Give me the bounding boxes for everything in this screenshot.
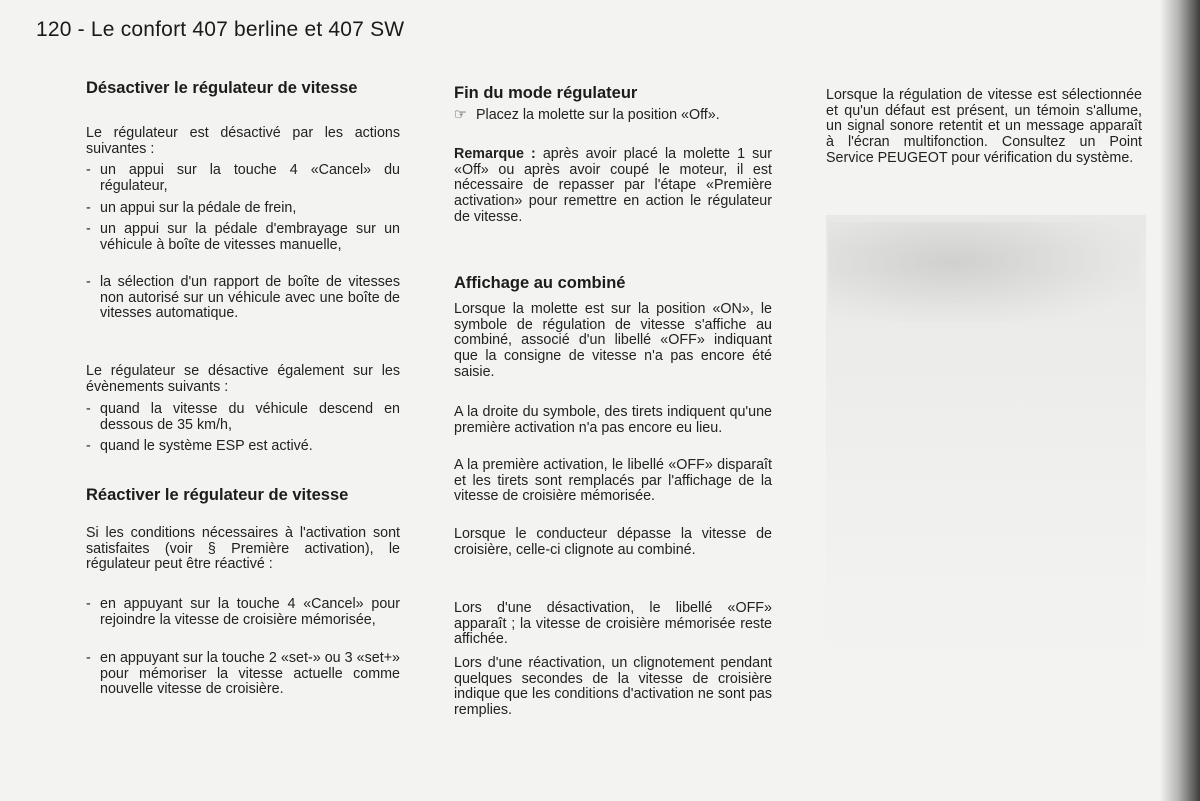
remark-label: Remarque : [454,146,536,162]
list-item: - quand la vitesse du véhicule descend en dessous de 35 km/h, [86,401,400,433]
section-title-reactivate: Réactiver le régulateur de vitesse [86,486,349,504]
display-paragraph-4: Lorsque le conducteur dépasse la vitesse de croisière, celle-ci clignote au combiné. [454,526,772,558]
bleed-through-photo [828,222,1140,322]
list-item: - un appui sur la touche 4 «Cancel» du régulateur, [86,162,400,194]
list-item: - la sélection d'un rapport de boîte de vitesses non autorisé sur un véhicule avec une boîte de vitesses automatique. [86,274,400,322]
deactivate-intro-2: Le régulateur se désactive également sur les évènements suivants : [86,363,400,395]
section-title-display: Affichage au combiné [454,274,626,292]
list-item: - un appui sur la pédale d'embrayage sur un véhicule à boîte de vitesses manuelle, [86,221,400,253]
list-item: - en appuyant sur la touche 4 «Cancel» pour rejoindre la vitesse de croisière mémorisée, [86,596,400,628]
reactivate-intro: Si les conditions nécessaires à l'activation sont satisfaites (voir § Première activation), le régulateur peut être réactivé : [86,525,400,573]
display-paragraph-6: Lors d'une réactivation, un clignotement pendant quelques secondes de la vitesse de croisière indique que les conditions d'activation ne sont pas remplies. [454,655,772,719]
page-header: 120 - Le confort 407 berline et 407 SW [36,18,405,41]
display-paragraph-5: Lors d'une désactivation, le libellé «OFF» apparaît ; la vitesse de croisière mémorisée reste affichée. [454,600,772,648]
display-paragraph-1: Lorsque la molette est sur la position «ON», le symbole de régulation de vitesse s'affiche au combiné, associé d'un libellé «OFF» indiquant que la consigne de vitesse n'a pas encore été saisie. [454,301,772,380]
page-edge-shadow [1160,0,1200,801]
pointing-hand-icon: ☞ [454,107,467,123]
display-paragraph-2: A la droite du symbole, des tirets indiquent qu'une première activation n'a pas encore eu lieu. [454,404,772,436]
list-item: - quand le système ESP est activé. [86,438,313,454]
list-item: - un appui sur la pédale de frein, [86,200,297,216]
fault-paragraph: Lorsque la régulation de vitesse est sélectionnée et qu'un défaut est présent, un témoin s'allume, un signal sonore retentit et un message apparaît à l'écran multifonction. Consultez un Point Service PEUGEOT pour vérification du système. [826,87,1142,166]
remark-paragraph: Remarque : après avoir placé la molette 1 sur «Off» ou après avoir coupé le moteur, il est nécessaire de repasser par l'étape «Première activation» pour remettre en action le régulateur de vitesse. [454,146,772,225]
display-paragraph-3: A la première activation, le libellé «OFF» disparaît et les tirets sont remplacés par l'affichage de la vitesse de croisière mémorisée. [454,457,772,505]
deactivate-intro: Le régulateur est désactivé par les actions suivantes : [86,125,400,157]
section-title-deactivate: Désactiver le régulateur de vitesse [86,79,358,97]
instruction-step: ☞ Placez la molette sur la position «Off». [454,107,720,123]
list-item: - en appuyant sur la touche 2 «set-» ou 3 «set+» pour mémoriser la vitesse actuelle comme nouvelle vitesse de croisière. [86,650,400,698]
section-title-end-mode: Fin du mode régulateur [454,84,638,102]
